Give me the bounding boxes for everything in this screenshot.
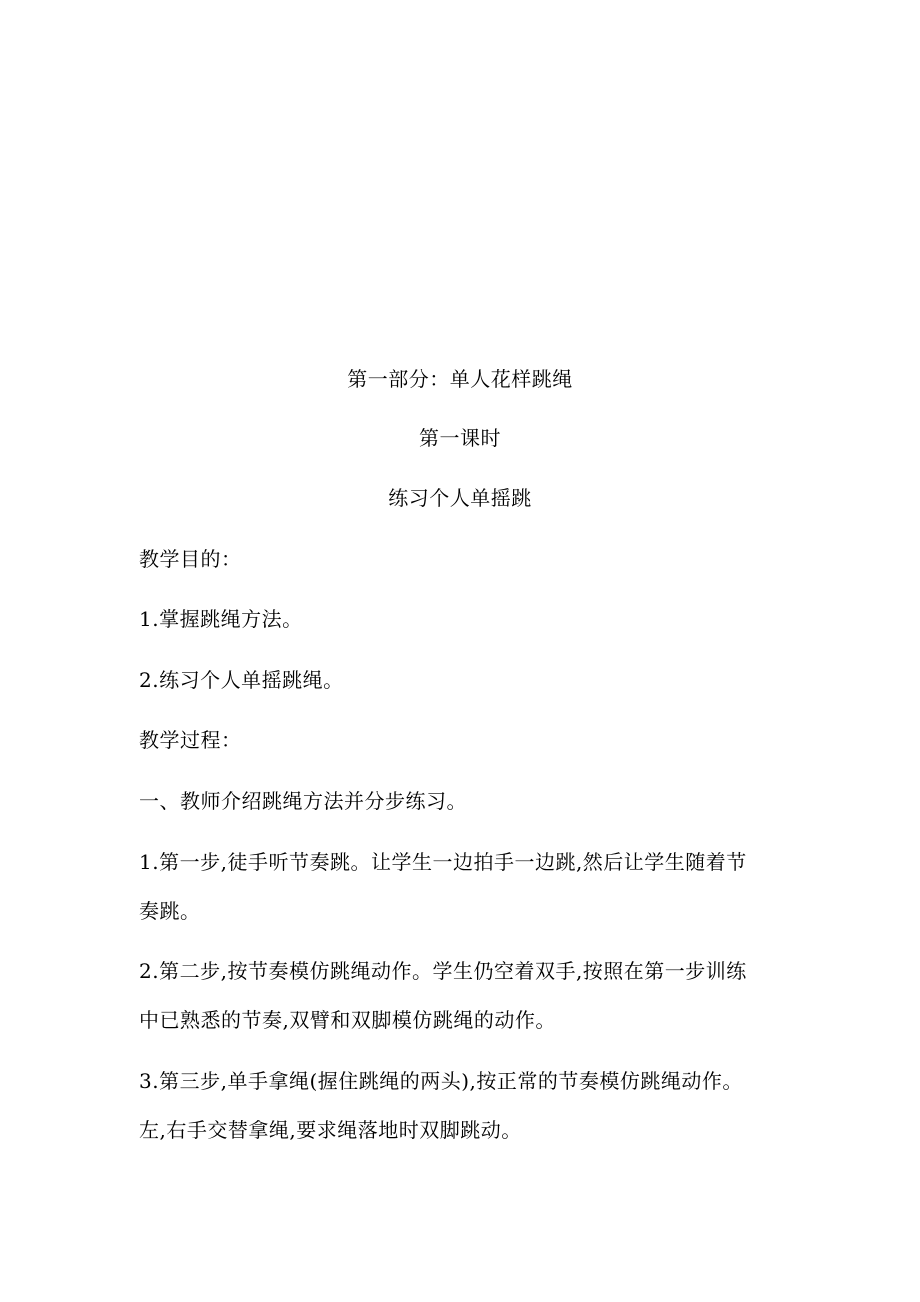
part-title: 第一部分：单人花样跳绳 — [347, 367, 573, 391]
step-2-line-1: 2.第二步,按节奏模仿跳绳动作。学生仍空着双手,按照在第一步训练 — [139, 959, 747, 983]
step-1-line-2: 奏跳。 — [139, 899, 201, 923]
lesson-topic: 练习个人单摇跳 — [388, 486, 532, 510]
step-3-line-1: 3.第三步,单手拿绳(握住跳绳的两头),按正常的节奏模仿跳绳动作。 — [139, 1069, 743, 1093]
step-3-line-2: 左,右手交替拿绳,要求绳落地时双脚跳动。 — [139, 1118, 522, 1142]
objectives-heading: 教学目的： — [139, 547, 242, 571]
objective-item-1: 1.掌握跳绳方法。 — [139, 607, 303, 631]
objective-item-2: 2.练习个人单摇跳绳。 — [139, 668, 344, 692]
lesson-title: 第一课时 — [419, 426, 501, 450]
process-heading: 教学过程： — [139, 728, 242, 752]
step-1-line-1: 1.第一步,徒手听节奏跳。让学生一边拍手一边跳,然后让学生随着节 — [139, 850, 747, 874]
step-2-line-2: 中已熟悉的节奏,双臂和双脚模仿跳绳的动作。 — [139, 1008, 556, 1032]
section-heading-1: 一、教师介绍跳绳方法并分步练习。 — [139, 789, 467, 813]
